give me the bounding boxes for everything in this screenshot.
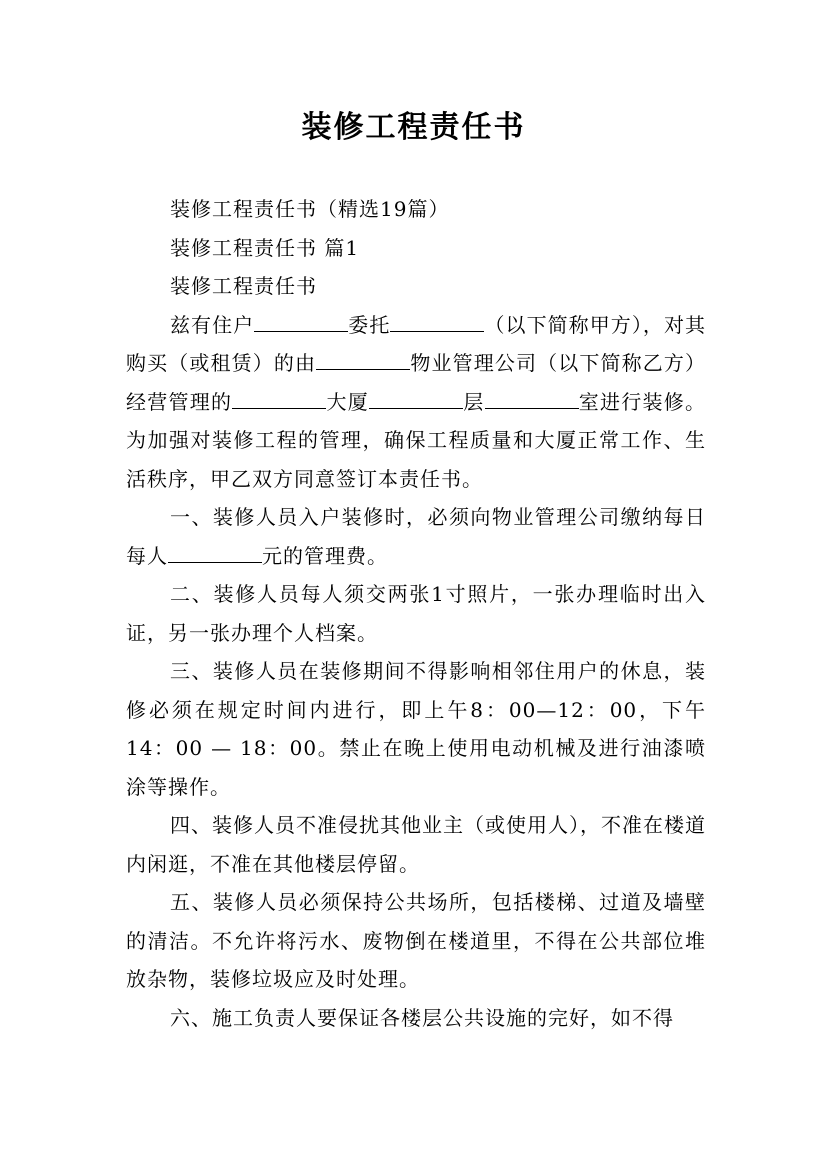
- intro-text-5: 大厦: [326, 389, 369, 414]
- document-body: [126, 190, 706, 1037]
- blank-room: [485, 386, 579, 409]
- intro-paragraph: [126, 306, 706, 499]
- document-title: 装修工程责任书: [301, 110, 526, 145]
- intro-text-1: 兹有住户: [170, 312, 255, 337]
- clause-1-text-1: 一、装修人员入户装修时，必须向物业管理公司缴纳每日每人: [126, 505, 706, 568]
- intro-text-3: （以下简称甲方），对其购买（或租赁）的由: [126, 312, 707, 375]
- intro-text-7: 室进行装修。为加强对装修工程的管理，确保工程质量和大厦正常工作、生活秩序，甲乙双方同意签订本责任书。: [126, 389, 706, 491]
- clause-5: 五、装修人员必须保持公共场所，包括楼梯、过道及墙壁的清洁。不允许将污水、废物倒在楼道里，不得在公共部位堆放杂物，装修垃圾应及时处理。: [126, 890, 706, 991]
- blank-floor: [369, 386, 463, 409]
- blank-householder: [254, 309, 348, 332]
- intro-text-4: 物业管理公司（以下简称乙方）经营管理的: [126, 351, 707, 414]
- inner-heading: 装修工程责任书: [170, 274, 317, 298]
- intro-text-6: 层: [463, 389, 485, 414]
- clause-1-text-2: 元的管理费。: [262, 543, 388, 568]
- blank-company: [316, 347, 410, 370]
- clause-1: [126, 498, 706, 575]
- subtitle-paragraph: 装修工程责任书（精选19篇）: [170, 197, 450, 221]
- blank-trustee: [390, 309, 484, 332]
- clause-2: 二、装修人员每人须交两张1寸照片，一张办理临时出入证，另一张办理个人档案。: [126, 582, 706, 645]
- clause-4: 四、装修人员不准侵扰其他业主（或使用人），不准在楼道内闲逛，不准在其他楼层停留。: [126, 813, 706, 876]
- blank-building: [232, 386, 326, 409]
- clause-3: 三、装修人员在装修期间不得影响相邻住用户的休息，装修必须在规定时间内进行，即上午8：00—12：00，下午14：00 — 18：00。禁止在晚上使用电动机械及进行油漆喷涂等操作。: [126, 659, 706, 799]
- blank-fee: [168, 540, 262, 563]
- section-heading: 装修工程责任书 篇1: [170, 235, 360, 260]
- clause-6: 六、施工负责人要保证各楼层公共设施的完好，如不得: [170, 1005, 674, 1030]
- intro-text-2: 委托: [348, 312, 391, 337]
